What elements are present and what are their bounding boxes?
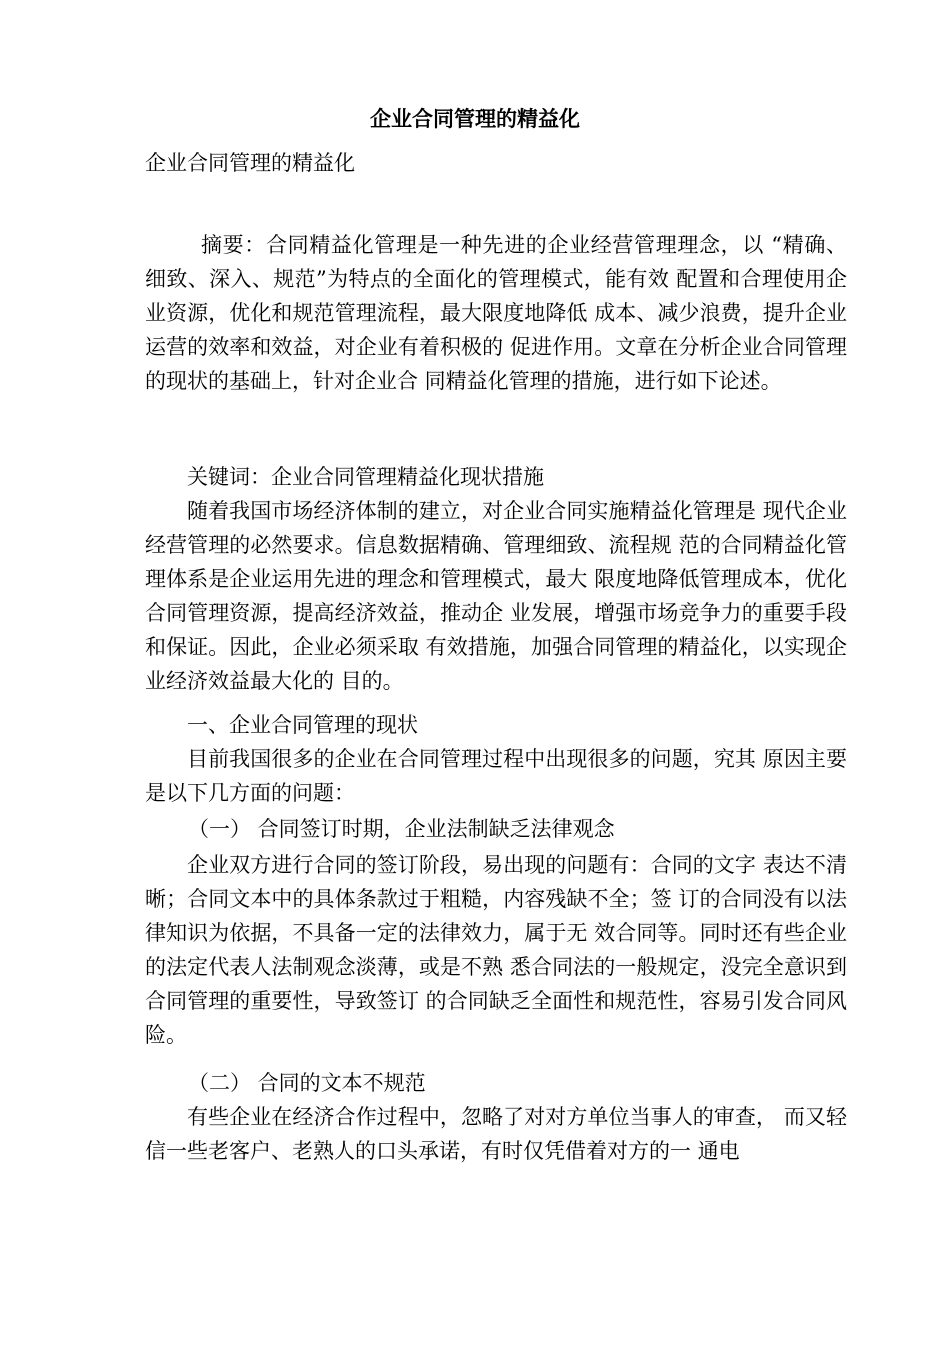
subsection-2-paragraph: 有些企业在经济合作过程中，忽略了对对方单位当事人的审查， 而又轻信一些老客户、老熟人的口头承诺，有时仅凭借着对方的一 通电 [145, 1105, 847, 1163]
abstract-paragraph: 摘要：合同精益化管理是一种先进的企业经营管理理念，以 “精确、细致、深入、规范”为特点的全面化的管理模式，能有效 配置和合理使用企业资源，优化和规范管理流程，最大限度地降低 成本、减少浪费，提升企业运营的效率和效益，对企业有着积极的 促进作用。文章在分析企业合同管理的现状的基础上，针对企业合 同精益化管理的措施，进行如下论述。 [145, 233, 847, 393]
section-1-heading: 一、企业合同管理的现状 [187, 713, 418, 737]
document-subtitle: 企业合同管理的精益化 [145, 151, 355, 175]
section-1-paragraph: 目前我国很多的企业在合同管理过程中出现很多的问题，究其 原因主要是以下几方面的问题： [145, 747, 847, 805]
subsection-1-heading: （一） 合同签订时期，企业法制缺乏法律观念 [188, 817, 615, 841]
subsection-2-heading: （二） 合同的文本不规范 [188, 1071, 426, 1095]
intro-paragraph: 随着我国市场经济体制的建立，对企业合同实施精益化管理是 现代企业经营管理的必然要求。信息数据精确、管理细致、流程规 范的合同精益化管理体系是企业运用先进的理念和管理模式，最大 限度地降低管理成本，优化合同管理资源，提高经济效益，推动企 业发展，增强市场竞争力的重要手段和保证。因此，企业必须采取 有效措施，加强合同管理的精益化，以实现企业经济效益最大化的 目的。 [145, 499, 847, 693]
document-title: 企业合同管理的精益化 [370, 107, 580, 131]
keywords-line: 关键词：企业合同管理精益化现状措施 [187, 465, 544, 489]
subsection-1-paragraph: 企业双方进行合同的签订阶段，易出现的问题有：合同的文字 表达不清晰；合同文本中的具体条款过于粗糙，内容残缺不全；签 订的合同没有以法律知识为依据，不具备一定的法律效力，属于无 效合同等。同时还有些企业的法定代表人法制观念淡薄，或是不熟 悉合同法的一般规定，没完全意识到合同管理的重要性，导致签订 的合同缺乏全面性和规范性，容易引发合同风险。 [145, 853, 847, 1047]
